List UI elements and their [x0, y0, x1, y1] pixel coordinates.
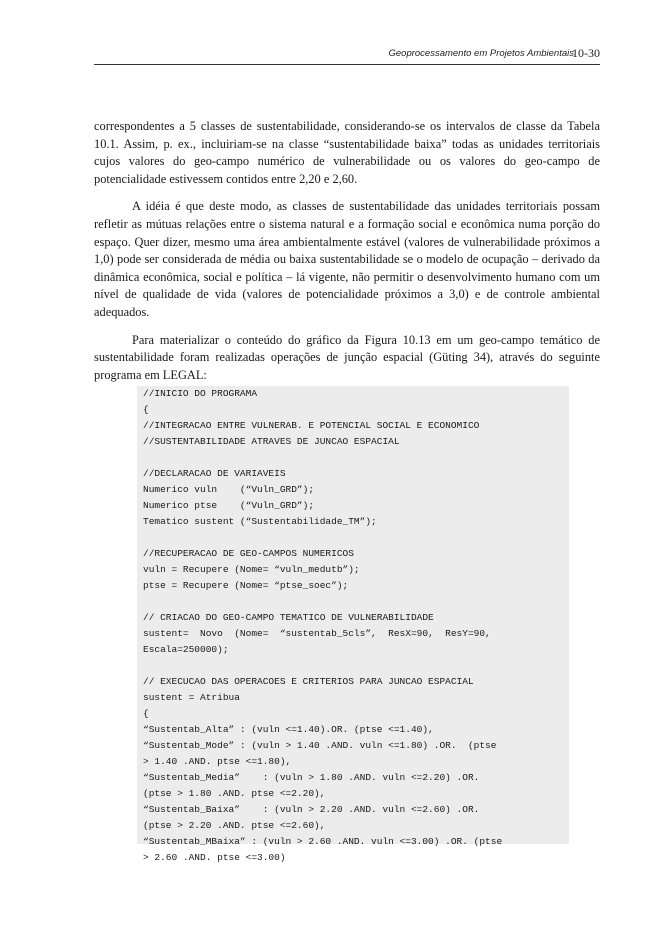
code-line: (ptse > 1.80 .AND. ptse <=2.20), — [143, 788, 326, 799]
code-line: // EXECUCAO DAS OPERACOES E CRITERIOS PARA JUNCAO ESPACIAL — [143, 676, 474, 687]
code-line: //DECLARACAO DE VARIAVEIS — [143, 468, 286, 479]
code-line: { — [143, 404, 149, 415]
code-line: vuln = Recupere (Nome= “vuln_medutb”); — [143, 564, 360, 575]
code-line: “Sustentab_MBaixa” : (vuln > 2.60 .AND. vuln <=3.00) .OR. (ptse — [143, 836, 503, 847]
paragraph-sustainability-idea: A idéia é que deste modo, as classes de sustentabilidade das unidades territoriais possam refletir as mútuas relações entre o sistema natural e a formação social e econômica numa porção do espaço. Quer dizer, mesmo uma área ambientalmente estável (valores de vulnerabilidade próximos a 1,0) pode ser considerada de média ou baixa sustentabilidade se o modelo de ocupação – derivado da dinâmica econômica, social e política – lá vigente, não permitir o desenvolvimento humano com um nível de qualidade de vida (valores de potencialidade próximos a 3,0) e de controle ambiental adequados. — [94, 199, 600, 319]
code-line: “Sustentab_Alta” : (vuln <=1.40).OR. (ptse <=1.40), — [143, 724, 434, 735]
code-blank-line — [143, 530, 565, 546]
code-line: (ptse > 2.20 .AND. ptse <=2.60), — [143, 820, 326, 831]
code-line: //INTEGRACAO ENTRE VULNERAB. E POTENCIAL SOCIAL E ECONOMICO — [143, 420, 480, 431]
paragraph-program-intro: Para materializar o conteúdo do gráfico da Figura 10.13 em um geo-campo temático de sustentabilidade foram realizadas operações de junção espacial (Güting 34), através do seguinte programa em LEGAL: — [94, 332, 600, 382]
code-line: //RECUPERACAO DE GEO-CAMPOS NUMERICOS — [143, 548, 354, 559]
code-line: { — [143, 708, 149, 719]
code-line: // CRIACAO DO GEO-CAMPO TEMATICO DE VULNERABILIDADE — [143, 612, 434, 623]
code-blank-line — [143, 594, 565, 610]
code-line: Numerico ptse (“Vuln_GRD”); — [143, 500, 315, 511]
paragraph-continuation: correspondentes a 5 classes de sustentabilidade, considerando-se os intervalos de classe da Tabela 10.1. Assim, p. ex., incluiriam-se na classe “sustentabilidade baixa” todas as unidades territoriais cujos valores do geo-campo numérico de vulnerabilidade ou os valores do geo-campo de potencialidade estivessem contidos entre 2,20 e 2,60. — [94, 119, 600, 186]
code-line: “Sustentab_Baixa” : (vuln > 2.20 .AND. vuln <=2.60) .OR. — [143, 804, 480, 815]
running-header-title: Geoprocessamento em Projetos Ambientais — [388, 48, 574, 59]
code-line: > 2.60 .AND. ptse <=3.00) — [143, 852, 286, 863]
code-line: sustent = Atribua — [143, 692, 240, 703]
code-line: Tematico sustent (“Sustentabilidade_TM”); — [143, 516, 377, 527]
code-blank-line — [143, 658, 565, 674]
code-blank-line — [143, 450, 565, 466]
code-line: ptse = Recupere (Nome= “ptse_soec”); — [143, 580, 349, 591]
code-line: //INICIO DO PROGRAMA — [143, 388, 258, 399]
code-line: //SUSTENTABILIDADE ATRAVES DE JUNCAO ESPACIAL — [143, 436, 400, 447]
code-line: Numerico vuln (“Vuln_GRD”); — [143, 484, 315, 495]
code-line: > 1.40 .AND. ptse <=1.80), — [143, 756, 292, 767]
page-number: 10-30 — [572, 46, 600, 60]
body-text — [94, 118, 600, 384]
page-header — [94, 46, 600, 65]
code-line: sustent= Novo (Nome= “sustentab_5cls”, ResX=90, ResY=90, — [143, 628, 491, 639]
code-line: “Sustentab_Mode” : (vuln > 1.40 .AND. vuln <=1.80) .OR. (ptse — [143, 740, 497, 751]
code-line: “Sustentab_Media” : (vuln > 1.80 .AND. vuln <=2.20) .OR. — [143, 772, 480, 783]
legal-code-listing — [137, 386, 569, 863]
code-line: Escala=250000); — [143, 644, 229, 655]
